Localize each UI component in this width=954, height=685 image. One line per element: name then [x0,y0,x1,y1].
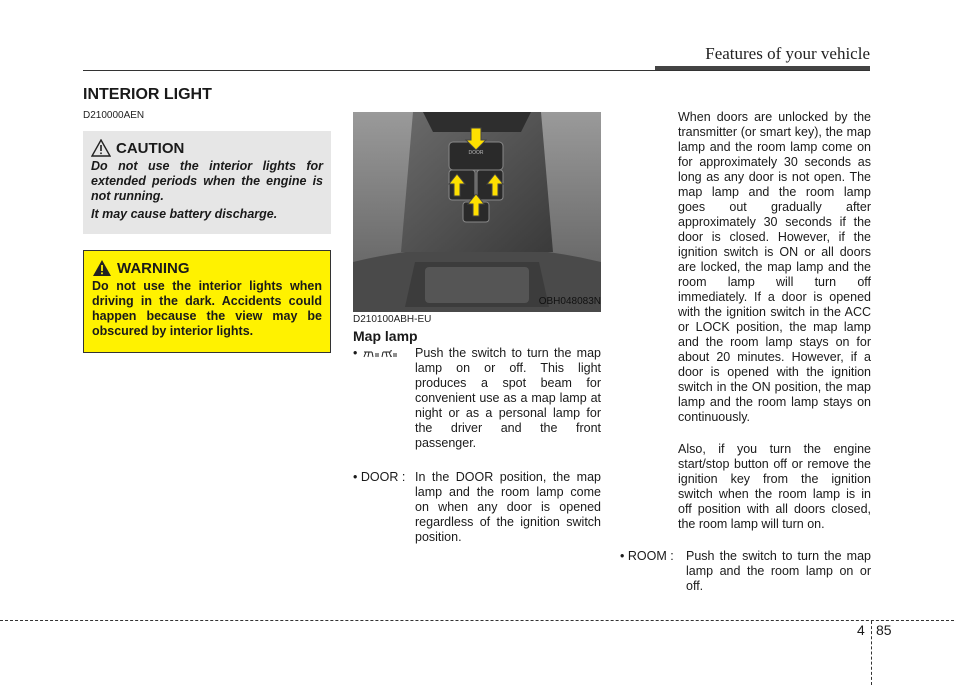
caution-label: CAUTION [116,139,185,157]
page-number: 85 [876,622,892,638]
unlock-paragraph: When doors are unlocked by the transmitter (or smart key), the map lamp and the room lamp come on for approximately 30 seconds as long as any door is not open. The map lamp and the room lamp goes out gradually after approximately 30 seconds if the door is closed. However, if the ignition switch is ON or all doors are locked, the map lamp and the room lamp will turn off immediately. If a door is opened with the ignition switch in the ACC or LOCK position, the map lamp and the room lamp stays on for about 20 minutes. However, if a door is opened with the ignition switch in the ON position, the map lamp and the room lamp stays on continuously. [678,110,871,424]
warning-box [83,250,331,353]
caution-triangle-icon [91,139,111,157]
warning-text: Do not use the interior lights when driving in the dark. Accidents could happen because the view may be obscured by interior lights. [92,279,322,338]
section-code: D210000AEN [83,110,145,121]
map-lamp-photo [353,112,601,312]
room-lamp-item [620,549,871,594]
caution-text-2: It may cause battery discharge. [91,207,278,221]
door-button-label: DOOR [468,150,484,156]
warning-label: WARNING [117,259,190,277]
map-lamp-code: D210100ABH-EU [353,314,432,325]
header-rule [83,70,870,71]
map-lamp-item-2-text: In the DOOR position, the map lamp and the room lamp come on when any door is opened regardless of the ignition switch position. [415,470,601,544]
footer-divider [871,621,872,685]
map-lamp-title: Map lamp [353,328,418,344]
room-lamp-item-text: Push the switch to turn the map lamp and the room lamp on or off. [686,549,871,593]
map-lamp-item-1 [353,346,601,451]
map-lamp-item-1-label-text: • : [353,346,393,360]
header-title: Features of your vehicle [705,44,870,63]
caution-text-1: Do not use the interior lights for extended periods when the engine is not running. [91,159,323,203]
chapter-number: 4 [857,622,865,638]
footer-rule [0,620,954,621]
figure-code: OBH048083N [538,296,601,307]
warning-heading [92,259,322,277]
overhead-console-illustration [353,112,601,312]
section-title: INTERIOR LIGHT [83,86,212,103]
caution-heading [91,139,323,157]
map-lamp-item-2 [353,470,601,545]
warning-triangle-icon [92,259,112,277]
room-lamp-item-label: • ROOM : [620,549,674,563]
map-lamp-item-1-label [353,346,415,451]
map-lamp-item-2-label: • DOOR : [353,470,406,484]
caution-box [83,131,331,234]
map-lamp-item-1-text: Push the switch to turn the map lamp on or off. This light produces a spot beam for convenient use as a map lamp at night or as a personal lamp for the driver and the front passenger. [415,346,601,450]
engine-off-paragraph: Also, if you turn the engine start/stop button off or remove the ignition key from the ignition switch when the room lamp is in off position with all doors closed, the room lamp will turn on. [678,442,871,531]
map-lamp-symbol-icon [363,349,399,359]
